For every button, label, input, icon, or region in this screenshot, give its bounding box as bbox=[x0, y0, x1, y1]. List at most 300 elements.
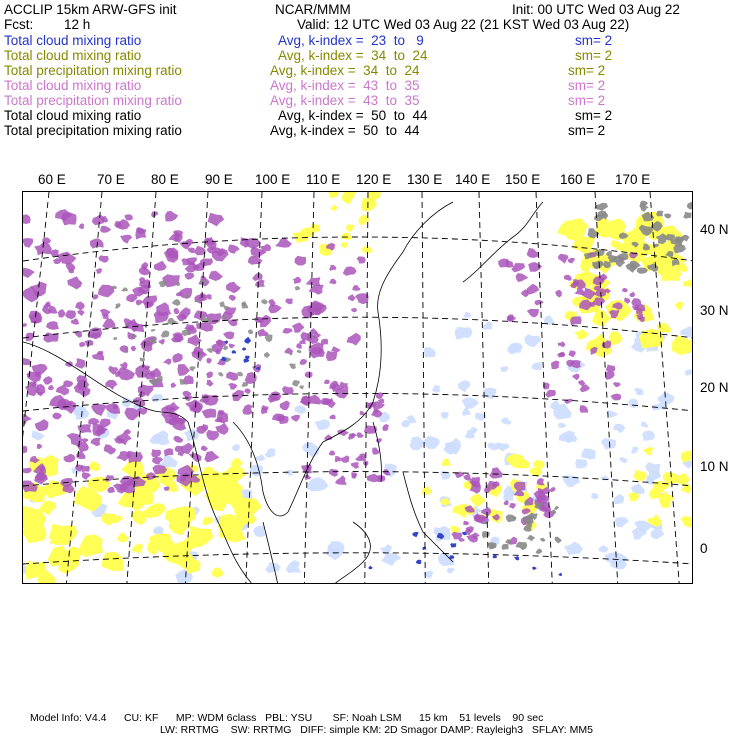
cloud-shading-yellow bbox=[341, 192, 355, 204]
longitude-label: 150 E bbox=[505, 172, 541, 187]
cloud-shading-purple bbox=[309, 285, 324, 295]
latitude-label: 40 N bbox=[700, 222, 729, 237]
cloud-shading-purple bbox=[558, 254, 569, 264]
cloud-shading-purple bbox=[78, 223, 84, 229]
cloud-shading-purple bbox=[92, 214, 104, 225]
map-canvas bbox=[23, 192, 693, 584]
cloud-shading-purple bbox=[45, 302, 50, 307]
cloud-shading-purple bbox=[177, 364, 190, 376]
cloud-shading-blue bbox=[462, 532, 467, 535]
cloud-shading-yellow bbox=[341, 242, 348, 248]
cloud-shading-yellow bbox=[450, 526, 460, 533]
cloud-shading-purple bbox=[93, 294, 99, 299]
cloud-shading-purple bbox=[171, 383, 177, 388]
cloud-shading-purple bbox=[151, 449, 161, 457]
cloud-shading-purple bbox=[75, 302, 85, 311]
cloud-shading-purple bbox=[509, 503, 516, 509]
cloud-shading-light-blue bbox=[462, 408, 471, 416]
cloud-shading-purple bbox=[77, 424, 92, 433]
cloud-shading-light-blue bbox=[265, 448, 276, 458]
cloud-shading-purple bbox=[48, 385, 54, 390]
legend-kindex-range: Avg, k-index = 50 to 44 bbox=[270, 123, 420, 138]
cloud-shading-purple bbox=[194, 246, 205, 255]
cloud-shading-yellow bbox=[131, 543, 143, 553]
cloud-shading-purple bbox=[331, 346, 341, 352]
cloud-shading-yellow bbox=[421, 486, 432, 495]
cloud-shading-purple bbox=[229, 295, 236, 301]
cloud-shading-light-blue bbox=[463, 312, 471, 318]
cloud-shading-light-blue bbox=[642, 430, 655, 440]
cloud-shading-purple bbox=[115, 219, 130, 230]
cloud-shading-purple bbox=[228, 244, 240, 254]
legend-smoothing: sm= 2 bbox=[575, 108, 613, 123]
cloud-shading-light-blue bbox=[564, 542, 583, 556]
cloud-shading-purple bbox=[102, 319, 115, 329]
cloud-shading-purple bbox=[565, 399, 574, 404]
cloud-shading-yellow bbox=[346, 224, 355, 232]
cloud-shading-gray bbox=[241, 382, 248, 387]
cloud-shading-purple bbox=[572, 374, 579, 381]
cloud-shading-purple bbox=[352, 285, 360, 291]
cloud-shading-purple bbox=[355, 293, 369, 304]
cloud-shading-purple bbox=[549, 487, 555, 492]
cloud-shading-yellow bbox=[330, 205, 339, 212]
cloud-shading-light-blue bbox=[615, 517, 629, 528]
cloud-shading-purple bbox=[605, 371, 614, 379]
cloud-shading-purple bbox=[291, 415, 300, 422]
cloud-shading-purple bbox=[198, 293, 207, 301]
cloud-shading-purple bbox=[551, 361, 560, 370]
parallel-line bbox=[23, 393, 693, 411]
cloud-shading-purple bbox=[23, 446, 27, 454]
cloud-shading-purple bbox=[360, 453, 366, 458]
longitude-label: 100 E bbox=[255, 172, 291, 187]
parallel-line bbox=[23, 553, 693, 564]
cloud-shading-purple bbox=[242, 404, 253, 415]
cloud-shading-gray bbox=[264, 352, 270, 358]
cloud-shading-gray bbox=[502, 544, 509, 550]
cloud-shading-purple bbox=[67, 276, 82, 289]
cloud-shading-purple bbox=[611, 394, 622, 401]
cloud-shading-purple bbox=[64, 454, 76, 463]
cloud-shading-gray bbox=[248, 329, 253, 334]
cloud-shading-yellow bbox=[633, 470, 647, 482]
legend-kindex-range: Avg, k-index = 43 to 35 bbox=[270, 78, 420, 93]
cloud-shading-light-blue bbox=[501, 417, 512, 424]
map-panel bbox=[22, 191, 693, 584]
cloud-shading-gray bbox=[292, 380, 300, 387]
longitude-label: 80 E bbox=[151, 172, 179, 187]
legend-kindex-range: Avg, k-index = 43 to 35 bbox=[270, 93, 420, 108]
cloud-shading-purple bbox=[257, 315, 271, 328]
legend-kindex-range: Avg, k-index = 34 to 24 bbox=[278, 48, 428, 63]
cloud-shading-blue bbox=[244, 337, 251, 344]
cloud-shading-yellow bbox=[361, 198, 377, 212]
cloud-shading-purple bbox=[357, 256, 366, 263]
cloud-shading-purple bbox=[226, 372, 238, 381]
cloud-shading-purple bbox=[201, 446, 208, 452]
cloud-shading-purple bbox=[165, 211, 178, 222]
latitude-label: 20 N bbox=[700, 380, 729, 395]
cloud-shading-purple bbox=[347, 333, 361, 346]
cloud-shading-light-blue bbox=[302, 442, 320, 457]
cloud-shading-purple bbox=[299, 359, 307, 365]
cloud-shading-purple bbox=[245, 372, 257, 384]
cloud-shading-yellow bbox=[202, 517, 214, 526]
cloud-shading-light-blue bbox=[631, 447, 639, 454]
cloud-shading-purple bbox=[528, 262, 542, 272]
cloud-shading-purple bbox=[184, 272, 194, 279]
cloud-shading-purple bbox=[580, 405, 588, 413]
cloud-shading-yellow bbox=[230, 458, 243, 467]
legend-smoothing: sm= 2 bbox=[568, 123, 606, 138]
cloud-shading-purple bbox=[335, 475, 347, 485]
cloud-shading-gray bbox=[151, 329, 156, 332]
cloud-shading-purple bbox=[58, 309, 66, 318]
cloud-shading-yellow bbox=[89, 461, 101, 471]
cloud-shading-yellow bbox=[341, 233, 352, 240]
cloud-shading-yellow bbox=[328, 192, 339, 198]
cloud-shading-purple bbox=[527, 284, 540, 295]
cloud-shading-gray bbox=[551, 509, 557, 513]
cloud-shading-purple bbox=[329, 265, 336, 271]
cloud-shading-purple bbox=[257, 329, 268, 337]
cloud-shading-gray bbox=[113, 337, 117, 340]
cloud-shading-purple bbox=[564, 275, 572, 281]
cloud-shading-light-blue bbox=[651, 529, 664, 539]
cloud-shading-purple bbox=[206, 358, 212, 364]
cloud-shading-purple bbox=[91, 438, 101, 447]
cloud-shading-light-blue bbox=[496, 442, 509, 451]
legend-kindex-range: Avg, k-index = 34 to 24 bbox=[270, 63, 420, 78]
cloud-shading-gray bbox=[189, 366, 195, 371]
cloud-shading-gray bbox=[554, 506, 559, 510]
cloud-shading-light-blue bbox=[550, 400, 559, 409]
cloud-shading-light-blue bbox=[613, 424, 626, 434]
longitude-label: 130 E bbox=[407, 172, 443, 187]
cloud-shading-gray bbox=[206, 348, 214, 353]
cloud-shading-gray bbox=[656, 211, 663, 217]
cloud-shading-light-blue bbox=[613, 494, 624, 504]
longitude-label: 70 E bbox=[97, 172, 125, 187]
cloud-shading-gray bbox=[121, 287, 128, 291]
longitude-label: 140 E bbox=[455, 172, 491, 187]
cloud-shading-light-blue bbox=[575, 459, 587, 469]
cloud-shading-purple bbox=[511, 263, 525, 272]
longitude-label: 120 E bbox=[356, 172, 392, 187]
cloud-shading-purple bbox=[79, 342, 86, 347]
cloud-shading-purple bbox=[629, 292, 635, 298]
cloud-shading-gray bbox=[540, 538, 545, 542]
cloud-shading-purple bbox=[206, 371, 213, 378]
cloud-shading-purple bbox=[568, 258, 575, 264]
cloud-shading-purple bbox=[261, 408, 268, 414]
cloud-shading-purple bbox=[343, 266, 357, 276]
longitude-label: 60 E bbox=[38, 172, 66, 187]
cloud-shading-gray bbox=[535, 549, 542, 554]
cloud-shading-purple bbox=[324, 380, 330, 385]
cloud-shading-gray bbox=[683, 212, 691, 219]
cloud-shading-gray bbox=[219, 301, 225, 307]
cloud-shading-light-blue bbox=[424, 436, 440, 449]
cloud-shading-purple bbox=[537, 478, 545, 485]
legend-field-name: Total cloud mixing ratio bbox=[4, 33, 142, 48]
meridian-line bbox=[304, 192, 314, 584]
cloud-shading-blue bbox=[232, 350, 237, 354]
cloud-shading-purple bbox=[208, 213, 225, 227]
cloud-shading-purple bbox=[337, 430, 349, 437]
cloud-shading-gray bbox=[555, 537, 562, 544]
cloud-shading-yellow bbox=[117, 533, 129, 543]
cloud-shading-purple bbox=[23, 238, 33, 248]
cloud-shading-purple bbox=[202, 409, 216, 419]
cloud-shading-light-blue bbox=[628, 399, 638, 409]
cloud-shading-purple bbox=[305, 372, 313, 378]
cloud-shading-gray bbox=[218, 372, 224, 377]
cloud-shading-purple bbox=[71, 318, 79, 325]
legend-field-name: Total precipitation mixing ratio bbox=[4, 93, 182, 108]
cloud-shading-purple bbox=[463, 521, 469, 526]
cloud-shading-purple bbox=[372, 448, 379, 455]
cloud-shading-gray bbox=[527, 535, 536, 541]
cloud-shading-light-blue bbox=[462, 398, 479, 409]
cloud-shading-purple bbox=[521, 289, 528, 297]
cloud-shading-light-blue bbox=[286, 560, 301, 573]
cloud-shading-purple bbox=[154, 311, 169, 323]
cloud-shading-purple bbox=[163, 359, 171, 365]
cloud-shading-yellow bbox=[574, 329, 589, 339]
cloud-shading-purple bbox=[84, 340, 93, 346]
cloud-shading-light-blue bbox=[440, 471, 451, 480]
footer-line-1: Model Info: V4.4 CU: KF MP: WDM 6class PBL: YSU SF: Noah LSM 15 km 51 levels 90 sec bbox=[30, 712, 544, 724]
cloud-shading-purple bbox=[23, 214, 31, 224]
cloud-shading-purple bbox=[305, 277, 320, 286]
fcst-value: 12 h bbox=[64, 17, 91, 32]
cloud-shading-purple bbox=[357, 432, 364, 438]
cloud-shading-light-blue bbox=[599, 545, 609, 552]
cloud-shading-light-blue bbox=[483, 388, 497, 399]
cloud-shading-blue bbox=[242, 347, 246, 350]
cloud-shading-light-blue bbox=[507, 343, 524, 354]
cloud-shading-purple bbox=[631, 298, 641, 306]
cloud-shading-light-blue bbox=[424, 347, 436, 357]
cloud-shading-light-blue bbox=[255, 454, 266, 461]
cloud-shading-gray bbox=[289, 363, 296, 369]
cloud-shading-yellow bbox=[102, 552, 124, 572]
cloud-shading-light-blue bbox=[558, 423, 566, 428]
cloud-shading-purple bbox=[204, 451, 219, 462]
cloud-shading-purple bbox=[35, 419, 49, 431]
cloud-shading-gray bbox=[159, 281, 167, 287]
cloud-shading-purple bbox=[174, 308, 180, 314]
cloud-shading-gray bbox=[299, 385, 304, 389]
cloud-shading-light-blue bbox=[232, 444, 240, 451]
coastline-segment bbox=[263, 522, 278, 584]
legend-kindex-range: Avg, k-index = 23 to 9 bbox=[278, 33, 424, 48]
cloud-shading-gray bbox=[140, 357, 145, 361]
cloud-shading-light-blue bbox=[581, 448, 595, 459]
cloud-shading-light-blue bbox=[31, 430, 45, 441]
cloud-shading-yellow bbox=[681, 450, 693, 463]
cloud-shading-purple bbox=[228, 383, 237, 390]
cloud-shading-light-blue bbox=[381, 553, 401, 567]
legend-field-name: Total cloud mixing ratio bbox=[4, 48, 142, 63]
cloud-shading-light-blue bbox=[285, 470, 293, 477]
coastline-segment bbox=[403, 202, 453, 252]
cloud-shading-blue bbox=[368, 566, 372, 570]
legend-field-name: Total cloud mixing ratio bbox=[4, 108, 142, 123]
cloud-shading-purple bbox=[280, 401, 290, 411]
cloud-shading-purple bbox=[228, 320, 238, 327]
cloud-shading-purple bbox=[172, 353, 182, 363]
cloud-shading-purple bbox=[52, 413, 62, 420]
cloud-shading-purple bbox=[26, 333, 34, 342]
legend-field-name: Total precipitation mixing ratio bbox=[4, 123, 182, 138]
cloud-shading-yellow bbox=[442, 458, 452, 466]
cloud-shading-purple bbox=[545, 390, 556, 398]
cloud-shading-gray bbox=[482, 531, 490, 538]
cloud-shading-yellow bbox=[211, 568, 223, 578]
legend-smoothing: sm= 2 bbox=[568, 63, 606, 78]
cloud-shading-purple bbox=[570, 316, 582, 325]
cloud-shading-purple bbox=[23, 358, 31, 366]
cloud-shading-purple bbox=[82, 472, 91, 480]
cloud-shading-purple bbox=[104, 403, 120, 414]
cloud-shading-blue bbox=[514, 556, 519, 560]
cloud-shading-light-blue bbox=[315, 419, 330, 430]
meridian-line bbox=[422, 192, 425, 584]
cloud-shading-light-blue bbox=[680, 326, 693, 337]
cloud-shading-purple bbox=[23, 468, 32, 474]
cloud-shading-light-blue bbox=[641, 421, 649, 427]
cloud-shading-purple bbox=[100, 226, 111, 233]
cloud-shading-purple bbox=[118, 367, 136, 380]
cloud-shading-gray bbox=[515, 542, 527, 551]
footer-line-2: LW: RRTMG SW: RRTMG DIFF: simple KM: 2D Smagor DAMP: Rayleigh3 SFLAY: MM5 bbox=[160, 724, 593, 736]
cloud-shading-purple bbox=[376, 438, 382, 443]
cloud-shading-purple bbox=[329, 451, 336, 456]
cloud-shading-purple bbox=[329, 415, 336, 420]
cloud-shading-purple bbox=[329, 469, 338, 477]
cloud-shading-light-blue bbox=[432, 385, 441, 392]
cloud-shading-gray bbox=[687, 201, 693, 210]
cloud-shading-purple bbox=[282, 386, 294, 395]
cloud-shading-purple bbox=[244, 389, 251, 395]
cloud-shading-light-blue bbox=[447, 568, 456, 574]
cloud-shading-yellow bbox=[470, 494, 486, 507]
cloud-shading-purple bbox=[463, 473, 471, 480]
cloud-shading-purple bbox=[61, 212, 76, 225]
cloud-shading-purple bbox=[34, 241, 52, 255]
cloud-shading-purple bbox=[188, 248, 196, 254]
cloud-shading-light-blue bbox=[295, 405, 307, 414]
cloud-shading-purple bbox=[43, 376, 53, 385]
cloud-shading-purple bbox=[255, 280, 265, 288]
cloud-shading-purple bbox=[23, 481, 38, 493]
cloud-shading-purple bbox=[98, 255, 108, 262]
cloud-shading-purple bbox=[107, 487, 115, 493]
cloud-shading-purple bbox=[351, 462, 359, 469]
cloud-shading-yellow bbox=[672, 335, 693, 355]
cloud-shading-purple bbox=[207, 247, 217, 254]
cloud-shading-light-blue bbox=[250, 465, 263, 477]
cloud-shading-yellow bbox=[680, 516, 693, 527]
cloud-shading-gray bbox=[167, 318, 177, 325]
cloud-shading-blue bbox=[450, 543, 456, 547]
cloud-shading-light-blue bbox=[500, 366, 508, 372]
cloud-shading-purple bbox=[131, 346, 136, 352]
cloud-shading-light-blue bbox=[685, 369, 693, 375]
cloud-shading-purple bbox=[104, 444, 116, 455]
cloud-shading-gray bbox=[594, 203, 608, 211]
cloud-shading-purple bbox=[558, 341, 565, 347]
cloud-shading-purple bbox=[77, 310, 84, 316]
cloud-shading-purple bbox=[282, 328, 293, 334]
cloud-shading-light-blue bbox=[307, 477, 329, 491]
cloud-shading-purple bbox=[527, 248, 539, 258]
cloud-shading-light-blue bbox=[591, 493, 599, 499]
cloud-shading-purple bbox=[215, 417, 223, 422]
cloud-shading-purple bbox=[613, 382, 621, 387]
cloud-shading-purple bbox=[489, 467, 502, 478]
fcst-label: Fcst: bbox=[4, 17, 34, 32]
meridian-line bbox=[479, 192, 489, 584]
cloud-shading-purple bbox=[606, 365, 616, 373]
cloud-shading-gray bbox=[242, 303, 249, 309]
cloud-shading-yellow bbox=[78, 535, 103, 558]
legend-field-name: Total precipitation mixing ratio bbox=[4, 63, 182, 78]
cloud-shading-light-blue bbox=[482, 321, 493, 329]
cloud-shading-purple bbox=[99, 419, 111, 428]
cloud-shading-purple bbox=[348, 294, 356, 301]
cloud-shading-light-blue bbox=[455, 327, 473, 340]
longitude-label: 90 E bbox=[205, 172, 233, 187]
model-title: ACCLIP 15km ARW-GFS init bbox=[4, 2, 177, 17]
cloud-shading-purple bbox=[164, 448, 173, 456]
cloud-shading-purple bbox=[226, 282, 241, 294]
cloud-shading-purple bbox=[382, 424, 389, 431]
cloud-shading-light-blue bbox=[423, 571, 433, 579]
cloud-shading-purple bbox=[286, 298, 293, 304]
cloud-shading-purple bbox=[23, 268, 35, 278]
cloud-shading-yellow bbox=[683, 279, 693, 287]
cloud-shading-purple bbox=[173, 436, 183, 443]
valid-time: Valid: 12 UTC Wed 03 Aug 22 (21 KST Wed 03 Aug 22) bbox=[297, 17, 630, 32]
cloud-shading-purple bbox=[569, 350, 576, 357]
cloud-shading-purple bbox=[451, 532, 462, 540]
cloud-shading-purple bbox=[268, 305, 281, 314]
cloud-shading-gray bbox=[673, 245, 686, 254]
cloud-shading-yellow bbox=[674, 301, 683, 310]
cloud-shading-purple bbox=[136, 300, 143, 306]
cloud-shading-gray bbox=[161, 330, 170, 337]
cloud-shading-purple bbox=[37, 444, 43, 449]
cloud-shading-purple bbox=[229, 343, 236, 348]
legend-smoothing: sm= 2 bbox=[575, 48, 613, 63]
cloud-shading-purple bbox=[248, 256, 263, 265]
longitude-label: 110 E bbox=[306, 172, 341, 187]
cloud-shading-blue bbox=[532, 567, 537, 571]
cloud-shading-purple bbox=[189, 453, 202, 462]
cloud-shading-purple bbox=[105, 475, 114, 482]
init-time: Init: 00 UTC Wed 03 Aug 22 bbox=[512, 2, 680, 17]
latitude-label: 30 N bbox=[700, 303, 729, 318]
cloud-shading-purple bbox=[527, 309, 539, 318]
cloud-shading-yellow bbox=[639, 329, 664, 349]
cloud-shading-light-blue bbox=[619, 457, 627, 463]
cloud-shading-purple bbox=[65, 310, 76, 319]
latitude-label: 0 bbox=[700, 541, 708, 556]
